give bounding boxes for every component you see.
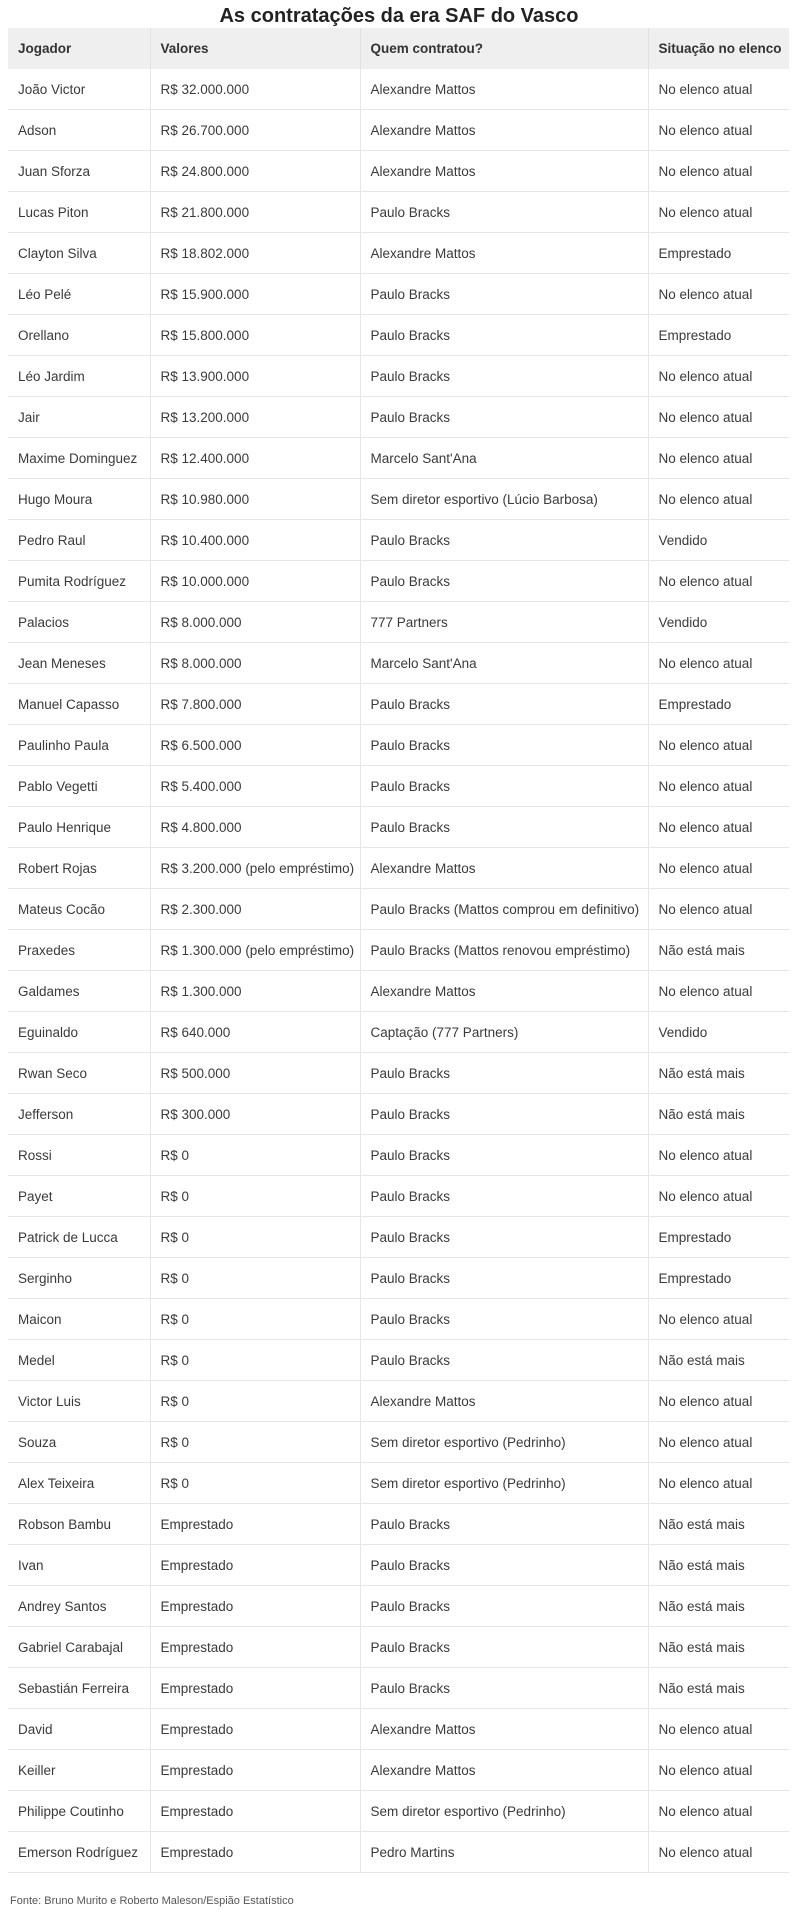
status-cell: Não está mais bbox=[648, 930, 789, 971]
status-cell: No elenco atual bbox=[648, 151, 789, 192]
status-cell: No elenco atual bbox=[648, 356, 789, 397]
player-cell: Orellano bbox=[8, 315, 150, 356]
hired-by-cell: Paulo Bracks bbox=[360, 315, 648, 356]
status-cell: Não está mais bbox=[648, 1668, 789, 1709]
table-body bbox=[8, 69, 789, 1873]
value-cell: R$ 32.000.000 bbox=[150, 69, 360, 110]
player-cell: Gabriel Carabajal bbox=[8, 1627, 150, 1668]
status-cell: Emprestado bbox=[648, 1217, 789, 1258]
value-cell: R$ 8.000.000 bbox=[150, 643, 360, 684]
status-cell: Não está mais bbox=[648, 1586, 789, 1627]
table-row bbox=[8, 1791, 789, 1832]
player-cell: Manuel Capasso bbox=[8, 684, 150, 725]
table-row bbox=[8, 356, 789, 397]
table-row bbox=[8, 1258, 789, 1299]
value-cell: R$ 8.000.000 bbox=[150, 602, 360, 643]
hired-by-cell: Alexandre Mattos bbox=[360, 1750, 648, 1791]
player-cell: Adson bbox=[8, 110, 150, 151]
value-cell: R$ 1.300.000 (pelo empréstimo) bbox=[150, 930, 360, 971]
table-row bbox=[8, 1135, 789, 1176]
table-row bbox=[8, 1586, 789, 1627]
value-cell: R$ 0 bbox=[150, 1299, 360, 1340]
player-cell: Rwan Seco bbox=[8, 1053, 150, 1094]
player-cell: Keiller bbox=[8, 1750, 150, 1791]
table-row bbox=[8, 725, 789, 766]
hired-by-cell: Alexandre Mattos bbox=[360, 1709, 648, 1750]
player-cell: Pumita Rodríguez bbox=[8, 561, 150, 602]
value-cell: R$ 21.800.000 bbox=[150, 192, 360, 233]
value-cell: R$ 15.800.000 bbox=[150, 315, 360, 356]
status-cell: No elenco atual bbox=[648, 1176, 789, 1217]
value-cell: R$ 13.900.000 bbox=[150, 356, 360, 397]
table-row bbox=[8, 561, 789, 602]
value-cell: R$ 2.300.000 bbox=[150, 889, 360, 930]
status-cell: Não está mais bbox=[648, 1627, 789, 1668]
table-header bbox=[8, 28, 789, 69]
hired-by-cell: Alexandre Mattos bbox=[360, 110, 648, 151]
status-cell: Emprestado bbox=[648, 684, 789, 725]
player-cell: Medel bbox=[8, 1340, 150, 1381]
status-cell: No elenco atual bbox=[648, 192, 789, 233]
column-header-valores: Valores bbox=[150, 28, 360, 69]
status-cell: No elenco atual bbox=[648, 1135, 789, 1176]
status-cell: No elenco atual bbox=[648, 1750, 789, 1791]
player-cell: Robert Rojas bbox=[8, 848, 150, 889]
hired-by-cell: Sem diretor esportivo (Pedrinho) bbox=[360, 1791, 648, 1832]
status-cell: Vendido bbox=[648, 520, 789, 561]
value-cell: R$ 1.300.000 bbox=[150, 971, 360, 1012]
table-row bbox=[8, 192, 789, 233]
status-cell: No elenco atual bbox=[648, 561, 789, 602]
value-cell: R$ 18.802.000 bbox=[150, 233, 360, 274]
player-cell: Alex Teixeira bbox=[8, 1463, 150, 1504]
status-cell: Vendido bbox=[648, 1012, 789, 1053]
hired-by-cell: Paulo Bracks (Mattos comprou em definitivo) bbox=[360, 889, 648, 930]
status-cell: Não está mais bbox=[648, 1053, 789, 1094]
status-cell: Emprestado bbox=[648, 1258, 789, 1299]
player-cell: Serginho bbox=[8, 1258, 150, 1299]
table-row bbox=[8, 438, 789, 479]
table-row bbox=[8, 766, 789, 807]
player-cell: Juan Sforza bbox=[8, 151, 150, 192]
table-row bbox=[8, 69, 789, 110]
value-cell: R$ 26.700.000 bbox=[150, 110, 360, 151]
page-title: As contratações da era SAF do Vasco bbox=[219, 5, 579, 27]
status-cell: No elenco atual bbox=[648, 766, 789, 807]
value-cell: R$ 0 bbox=[150, 1258, 360, 1299]
value-cell: R$ 0 bbox=[150, 1381, 360, 1422]
value-cell: R$ 10.980.000 bbox=[150, 479, 360, 520]
player-cell: Philippe Coutinho bbox=[8, 1791, 150, 1832]
player-cell: Souza bbox=[8, 1422, 150, 1463]
hired-by-cell: Captação (777 Partners) bbox=[360, 1012, 648, 1053]
player-cell: Clayton Silva bbox=[8, 233, 150, 274]
table-row bbox=[8, 1463, 789, 1504]
status-cell: No elenco atual bbox=[648, 725, 789, 766]
hired-by-cell: Paulo Bracks bbox=[360, 274, 648, 315]
player-cell: Payet bbox=[8, 1176, 150, 1217]
table-row bbox=[8, 1832, 789, 1873]
hired-by-cell: Sem diretor esportivo (Pedrinho) bbox=[360, 1422, 648, 1463]
value-cell: Emprestado bbox=[150, 1709, 360, 1750]
column-header-quem-contratou: Quem contratou? bbox=[360, 28, 648, 69]
hired-by-cell: Paulo Bracks bbox=[360, 1258, 648, 1299]
value-cell: R$ 13.200.000 bbox=[150, 397, 360, 438]
status-cell: No elenco atual bbox=[648, 69, 789, 110]
player-cell: Léo Pelé bbox=[8, 274, 150, 315]
status-cell: Não está mais bbox=[648, 1504, 789, 1545]
player-cell: Pablo Vegetti bbox=[8, 766, 150, 807]
player-cell: Rossi bbox=[8, 1135, 150, 1176]
hired-by-cell: Paulo Bracks bbox=[360, 356, 648, 397]
player-cell: Galdames bbox=[8, 971, 150, 1012]
value-cell: R$ 0 bbox=[150, 1463, 360, 1504]
hired-by-cell: Marcelo Sant'Ana bbox=[360, 643, 648, 684]
value-cell: R$ 300.000 bbox=[150, 1094, 360, 1135]
table-row bbox=[8, 1668, 789, 1709]
table-row bbox=[8, 807, 789, 848]
table-row bbox=[8, 1094, 789, 1135]
player-cell: Hugo Moura bbox=[8, 479, 150, 520]
hired-by-cell: Paulo Bracks bbox=[360, 1094, 648, 1135]
hired-by-cell: Alexandre Mattos bbox=[360, 151, 648, 192]
hired-by-cell: Paulo Bracks bbox=[360, 1340, 648, 1381]
status-cell: No elenco atual bbox=[648, 110, 789, 151]
value-cell: R$ 0 bbox=[150, 1176, 360, 1217]
value-cell: Emprestado bbox=[150, 1668, 360, 1709]
player-cell: Paulo Henrique bbox=[8, 807, 150, 848]
player-cell: Maicon bbox=[8, 1299, 150, 1340]
table-row bbox=[8, 520, 789, 561]
status-cell: No elenco atual bbox=[648, 1381, 789, 1422]
hired-by-cell: Pedro Martins bbox=[360, 1832, 648, 1873]
header-row bbox=[8, 28, 789, 69]
player-cell: Jair bbox=[8, 397, 150, 438]
player-cell: Emerson Rodríguez bbox=[8, 1832, 150, 1873]
hired-by-cell: Alexandre Mattos bbox=[360, 69, 648, 110]
value-cell: Emprestado bbox=[150, 1791, 360, 1832]
player-cell: Léo Jardim bbox=[8, 356, 150, 397]
player-cell: Ivan bbox=[8, 1545, 150, 1586]
player-cell: Robson Bambu bbox=[8, 1504, 150, 1545]
table-row bbox=[8, 1176, 789, 1217]
table-row bbox=[8, 397, 789, 438]
status-cell: No elenco atual bbox=[648, 1299, 789, 1340]
table-row bbox=[8, 889, 789, 930]
status-cell: No elenco atual bbox=[648, 1832, 789, 1873]
table-row bbox=[8, 1299, 789, 1340]
table-row bbox=[8, 1381, 789, 1422]
player-cell: Victor Luis bbox=[8, 1381, 150, 1422]
hired-by-cell: Paulo Bracks bbox=[360, 1586, 648, 1627]
player-cell: Palacios bbox=[8, 602, 150, 643]
table-row bbox=[8, 151, 789, 192]
hired-by-cell: Alexandre Mattos bbox=[360, 848, 648, 889]
hired-by-cell: Paulo Bracks bbox=[360, 807, 648, 848]
hired-by-cell: Marcelo Sant'Ana bbox=[360, 438, 648, 479]
table-row bbox=[8, 110, 789, 151]
status-cell: No elenco atual bbox=[648, 848, 789, 889]
player-cell: Patrick de Lucca bbox=[8, 1217, 150, 1258]
column-header-situacao: Situação no elenco bbox=[648, 28, 789, 69]
hired-by-cell: Paulo Bracks bbox=[360, 520, 648, 561]
value-cell: Emprestado bbox=[150, 1545, 360, 1586]
hired-by-cell: Paulo Bracks bbox=[360, 397, 648, 438]
value-cell: R$ 10.000.000 bbox=[150, 561, 360, 602]
player-cell: Jean Meneses bbox=[8, 643, 150, 684]
status-cell: No elenco atual bbox=[648, 274, 789, 315]
status-cell: No elenco atual bbox=[648, 397, 789, 438]
player-cell: Andrey Santos bbox=[8, 1586, 150, 1627]
player-cell: Pedro Raul bbox=[8, 520, 150, 561]
source-note: Fonte: Bruno Murito e Roberto Maleson/Espião Estatístico bbox=[10, 1895, 294, 1907]
status-cell: Vendido bbox=[648, 602, 789, 643]
hired-by-cell: Paulo Bracks bbox=[360, 1668, 648, 1709]
value-cell: R$ 0 bbox=[150, 1217, 360, 1258]
table-row bbox=[8, 684, 789, 725]
player-cell: Paulinho Paula bbox=[8, 725, 150, 766]
player-cell: Jefferson bbox=[8, 1094, 150, 1135]
hired-by-cell: Paulo Bracks bbox=[360, 192, 648, 233]
table-row bbox=[8, 1422, 789, 1463]
hired-by-cell: Paulo Bracks bbox=[360, 766, 648, 807]
table-row bbox=[8, 848, 789, 889]
status-cell: No elenco atual bbox=[648, 1463, 789, 1504]
status-cell: No elenco atual bbox=[648, 971, 789, 1012]
value-cell: R$ 500.000 bbox=[150, 1053, 360, 1094]
hired-by-cell: Paulo Bracks bbox=[360, 1135, 648, 1176]
player-cell: Eguinaldo bbox=[8, 1012, 150, 1053]
table-row bbox=[8, 643, 789, 684]
table-row bbox=[8, 274, 789, 315]
hired-by-cell: Paulo Bracks bbox=[360, 561, 648, 602]
table-row bbox=[8, 1709, 789, 1750]
value-cell: Emprestado bbox=[150, 1627, 360, 1668]
column-header-jogador: Jogador bbox=[8, 28, 150, 69]
table-row bbox=[8, 602, 789, 643]
status-cell: No elenco atual bbox=[648, 643, 789, 684]
table-row bbox=[8, 1340, 789, 1381]
hired-by-cell: Paulo Bracks (Mattos renovou empréstimo) bbox=[360, 930, 648, 971]
status-cell: Não está mais bbox=[648, 1340, 789, 1381]
value-cell: R$ 6.500.000 bbox=[150, 725, 360, 766]
status-cell: Não está mais bbox=[648, 1545, 789, 1586]
table-row bbox=[8, 1627, 789, 1668]
value-cell: Emprestado bbox=[150, 1586, 360, 1627]
table-row bbox=[8, 1750, 789, 1791]
value-cell: R$ 12.400.000 bbox=[150, 438, 360, 479]
signings-table bbox=[8, 28, 789, 1873]
value-cell: R$ 0 bbox=[150, 1340, 360, 1381]
value-cell: Emprestado bbox=[150, 1832, 360, 1873]
status-cell: No elenco atual bbox=[648, 438, 789, 479]
player-cell: David bbox=[8, 1709, 150, 1750]
status-cell: No elenco atual bbox=[648, 1709, 789, 1750]
player-cell: João Victor bbox=[8, 69, 150, 110]
value-cell: Emprestado bbox=[150, 1504, 360, 1545]
table-row bbox=[8, 233, 789, 274]
hired-by-cell: Paulo Bracks bbox=[360, 1504, 648, 1545]
player-cell: Lucas Piton bbox=[8, 192, 150, 233]
status-cell: No elenco atual bbox=[648, 807, 789, 848]
hired-by-cell: Paulo Bracks bbox=[360, 725, 648, 766]
hired-by-cell: 777 Partners bbox=[360, 602, 648, 643]
hired-by-cell: Alexandre Mattos bbox=[360, 971, 648, 1012]
hired-by-cell: Alexandre Mattos bbox=[360, 1381, 648, 1422]
table-row bbox=[8, 971, 789, 1012]
hired-by-cell: Paulo Bracks bbox=[360, 1176, 648, 1217]
hired-by-cell: Paulo Bracks bbox=[360, 1217, 648, 1258]
value-cell: R$ 10.400.000 bbox=[150, 520, 360, 561]
table-row bbox=[8, 315, 789, 356]
table-row bbox=[8, 1545, 789, 1586]
table-row bbox=[8, 930, 789, 971]
player-cell: Mateus Cocão bbox=[8, 889, 150, 930]
status-cell: Emprestado bbox=[648, 233, 789, 274]
status-cell: No elenco atual bbox=[648, 1422, 789, 1463]
hired-by-cell: Paulo Bracks bbox=[360, 1627, 648, 1668]
table-row bbox=[8, 1012, 789, 1053]
table-row bbox=[8, 1053, 789, 1094]
value-cell: R$ 4.800.000 bbox=[150, 807, 360, 848]
value-cell: R$ 5.400.000 bbox=[150, 766, 360, 807]
hired-by-cell: Paulo Bracks bbox=[360, 1545, 648, 1586]
table-row bbox=[8, 1504, 789, 1545]
value-cell: R$ 0 bbox=[150, 1135, 360, 1176]
value-cell: Emprestado bbox=[150, 1750, 360, 1791]
value-cell: R$ 0 bbox=[150, 1422, 360, 1463]
player-cell: Sebastián Ferreira bbox=[8, 1668, 150, 1709]
status-cell: No elenco atual bbox=[648, 1791, 789, 1832]
value-cell: R$ 15.900.000 bbox=[150, 274, 360, 315]
hired-by-cell: Paulo Bracks bbox=[360, 1299, 648, 1340]
value-cell: R$ 24.800.000 bbox=[150, 151, 360, 192]
hired-by-cell: Sem diretor esportivo (Pedrinho) bbox=[360, 1463, 648, 1504]
player-cell: Maxime Dominguez bbox=[8, 438, 150, 479]
hired-by-cell: Paulo Bracks bbox=[360, 684, 648, 725]
value-cell: R$ 3.200.000 (pelo empréstimo) bbox=[150, 848, 360, 889]
status-cell: Não está mais bbox=[648, 1094, 789, 1135]
status-cell: Emprestado bbox=[648, 315, 789, 356]
player-cell: Praxedes bbox=[8, 930, 150, 971]
value-cell: R$ 7.800.000 bbox=[150, 684, 360, 725]
value-cell: R$ 640.000 bbox=[150, 1012, 360, 1053]
status-cell: No elenco atual bbox=[648, 889, 789, 930]
hired-by-cell: Paulo Bracks bbox=[360, 1053, 648, 1094]
hired-by-cell: Alexandre Mattos bbox=[360, 233, 648, 274]
status-cell: No elenco atual bbox=[648, 479, 789, 520]
table-row bbox=[8, 479, 789, 520]
hired-by-cell: Sem diretor esportivo (Lúcio Barbosa) bbox=[360, 479, 648, 520]
table-row bbox=[8, 1217, 789, 1258]
